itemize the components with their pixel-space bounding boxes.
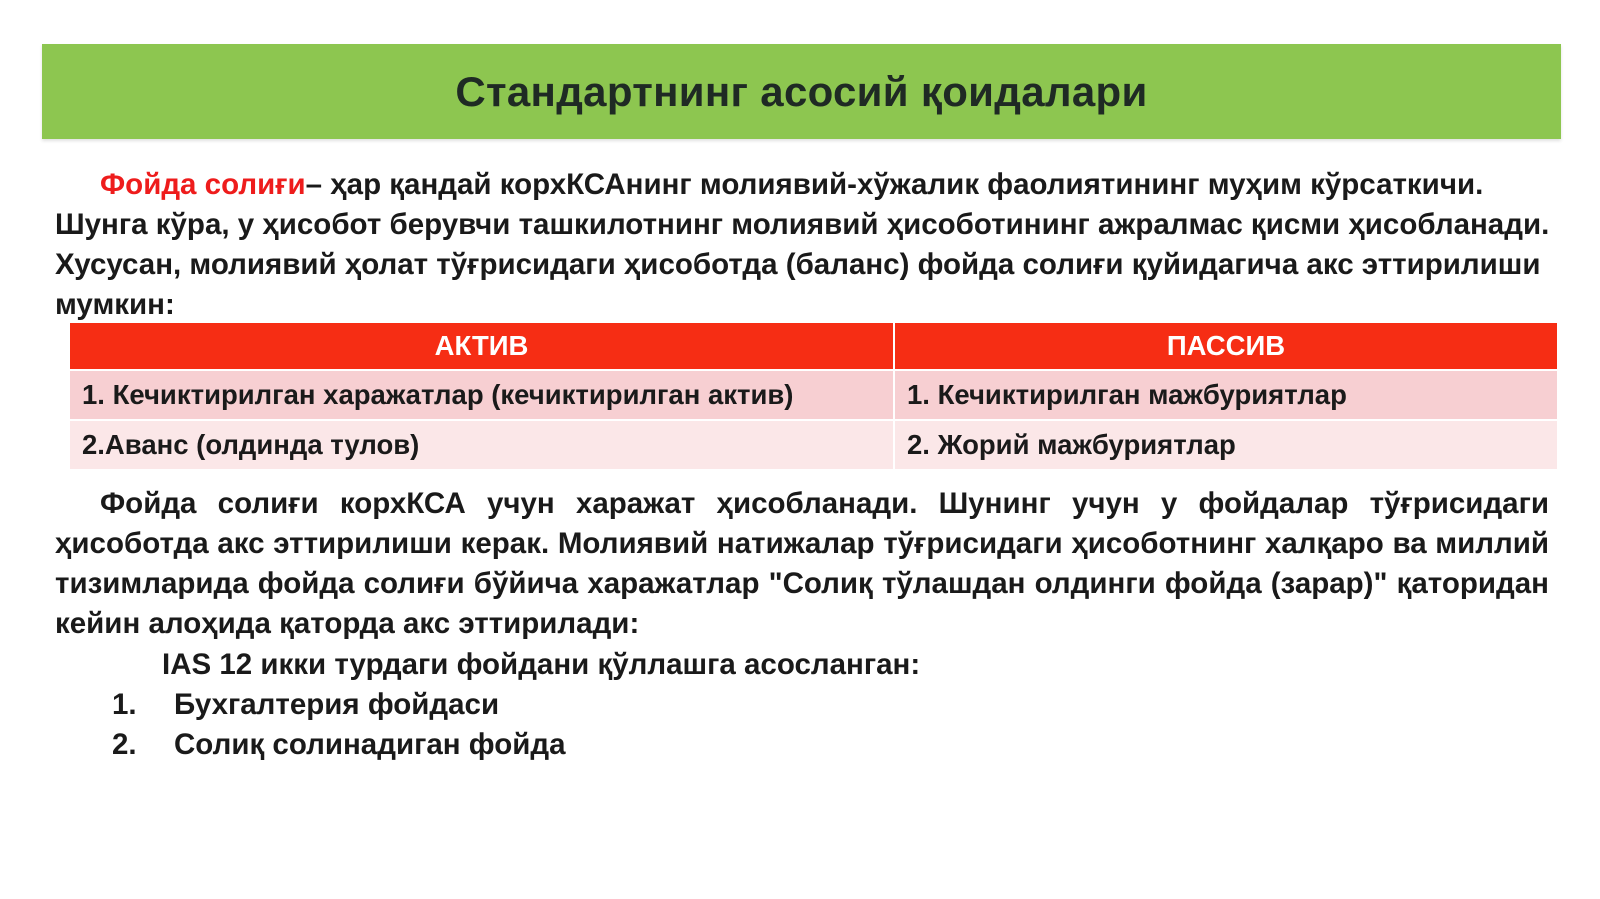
list-item	[112, 725, 566, 765]
list-item-number: 1.	[112, 688, 137, 721]
table-row	[70, 370, 1557, 420]
header-cell-aktiv: АКТИВ	[70, 323, 894, 370]
slide-title-bar	[42, 44, 1561, 139]
list-item-number: 2.	[112, 728, 137, 761]
balance-table	[70, 323, 1557, 469]
list-item	[112, 685, 566, 725]
table-cell: 2.Аванс (олдинда тулов)	[70, 420, 894, 469]
slide-title: Стандартнинг асосий қоидалари	[455, 67, 1148, 115]
intro-paragraph	[55, 165, 1555, 325]
expense-paragraph	[55, 484, 1549, 644]
list-item-text: Солиқ солинадиган фойда	[174, 728, 566, 761]
header-cell-passiv: ПАССИВ	[894, 323, 1557, 370]
expense-text: Фойда солиғи корхКСА учун харажат ҳисобланади. Шунинг учун у фойдалар тўғрисидаги ҳисоботда акс эттирилиши керак. Молиявий натижалар тўғрисидаги ҳисоботнинг халқаро ва миллий тизимларида фойда солиғи бўйича харажатлар "Солиқ тўлашдан олдинги фойда (зарар)" қаторидан кейин алоҳида қаторда акс эттирилади:	[55, 487, 1549, 640]
intro-lead-term: Фойда солиғи	[100, 168, 306, 201]
table-header-row	[70, 323, 1557, 370]
table-row	[70, 420, 1557, 469]
table-cell: 1. Кечиктирилган харажатлар (кечиктирилган актив)	[70, 370, 894, 420]
table-cell: 1. Кечиктирилган мажбуриятлар	[894, 370, 1557, 420]
intro-text: – ҳар қандай корхКСАнинг молиявий-хўжалик фаолиятининг муҳим кўрсаткичи. Шунга кўра, у ҳисобот берувчи ташкилотнинг молиявий ҳисоботининг ажралмас қисми ҳисобланади. Хусусан, молиявий ҳолат тўғрисидаги ҳисоботда (баланс) фойда солиғи қуйидагича акс эттирилиши мумкин:	[55, 168, 1550, 321]
profit-types-list	[112, 685, 566, 765]
list-item-text: Бухгалтерия фойдаси	[174, 688, 500, 721]
ias-statement: IAS 12 икки турдаги фойдани қўллашга асосланган:	[162, 648, 921, 681]
table-cell: 2. Жорий мажбуриятлар	[894, 420, 1557, 469]
